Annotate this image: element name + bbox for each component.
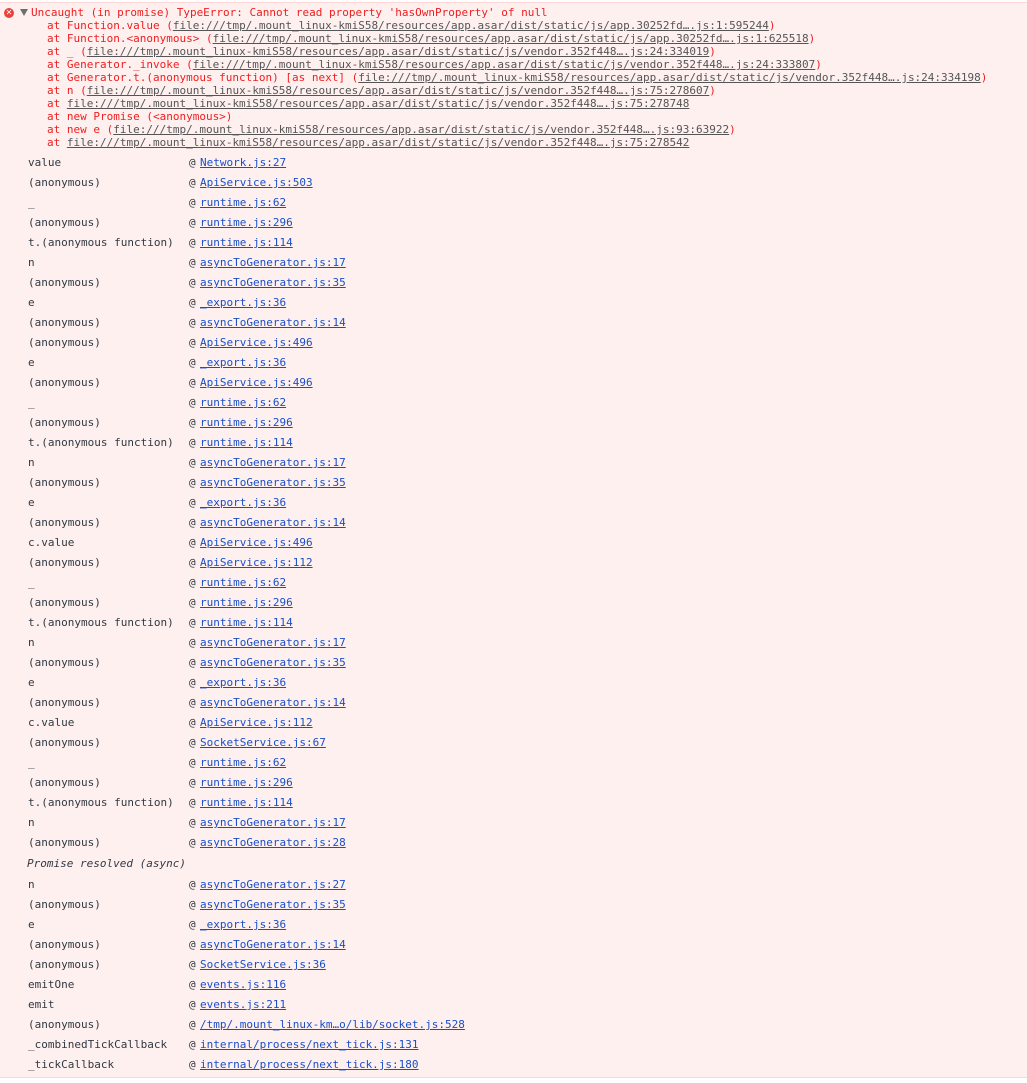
at-sign: @ [189, 276, 196, 289]
stack-row [28, 634, 1008, 654]
function-name: (anonymous) [28, 416, 101, 429]
at-sign: @ [189, 756, 196, 769]
stack-row [28, 996, 1008, 1016]
stack-row [28, 834, 1008, 854]
function-name: t.(anonymous function) [28, 436, 174, 449]
function-name: n [28, 636, 35, 649]
stack-row [28, 374, 1008, 394]
function-name: (anonymous) [28, 476, 101, 489]
error-frame-line [47, 19, 987, 32]
source-location-link[interactable]: asyncToGenerator.js:35 [200, 656, 346, 669]
function-name: (anonymous) [28, 316, 101, 329]
at-sign: @ [189, 1018, 196, 1031]
source-location-link[interactable]: runtime.js:62 [200, 196, 287, 209]
function-name: _combinedTickCallback [28, 1038, 168, 1051]
source-location-link[interactable]: runtime.js:296 [200, 776, 293, 789]
at-sign: @ [189, 878, 196, 891]
stack-row [28, 234, 1008, 254]
source-location-link[interactable]: asyncToGenerator.js:28 [200, 836, 346, 849]
stack-row [28, 1056, 1008, 1076]
function-name: _ [28, 196, 35, 209]
function-name: (anonymous) [28, 516, 101, 529]
source-location-link[interactable]: runtime.js:114 [200, 236, 293, 249]
stack-row [28, 876, 1008, 896]
frame-prefix: at Generator.t.(anonymous function) [as next] ( [47, 71, 359, 84]
stack-row [28, 594, 1008, 614]
source-location-link[interactable]: SocketService.js:36 [200, 958, 326, 971]
source-location-link[interactable]: /tmp/.mount_linux-km…o/lib/socket.js:528 [200, 1018, 465, 1031]
at-sign: @ [189, 978, 196, 991]
stack-row [28, 936, 1008, 956]
source-location-link[interactable]: asyncToGenerator.js:14 [200, 696, 346, 709]
function-name: (anonymous) [28, 898, 101, 911]
function-name: e [28, 496, 35, 509]
source-location-link[interactable]: runtime.js:296 [200, 416, 293, 429]
at-sign: @ [189, 216, 196, 229]
function-name: (anonymous) [28, 596, 101, 609]
error-frame-line [47, 97, 987, 110]
source-location-link[interactable]: ApiService.js:503 [200, 176, 313, 189]
at-sign: @ [189, 516, 196, 529]
error-stack-frames [47, 19, 987, 149]
function-name: (anonymous) [28, 216, 101, 229]
at-sign: @ [189, 716, 196, 729]
at-sign: @ [189, 296, 196, 309]
function-name: (anonymous) [28, 958, 101, 971]
function-name: e [28, 296, 35, 309]
stack-row [28, 554, 1008, 574]
error-frame-line [47, 136, 987, 149]
at-sign: @ [189, 456, 196, 469]
at-sign: @ [189, 196, 196, 209]
source-location-link[interactable]: ApiService.js:112 [200, 556, 313, 569]
source-location-link[interactable]: runtime.js:114 [200, 616, 293, 629]
function-name: (anonymous) [28, 176, 101, 189]
frame-suffix: ) [808, 32, 816, 45]
function-name: (anonymous) [28, 376, 101, 389]
stack-row [28, 654, 1008, 674]
source-location-link[interactable]: ApiService.js:112 [200, 716, 313, 729]
at-sign: @ [189, 836, 196, 849]
source-location-link[interactable]: events.js:116 [200, 978, 287, 991]
at-sign: @ [189, 316, 196, 329]
source-location-link[interactable]: asyncToGenerator.js:14 [200, 938, 346, 951]
source-location-link[interactable]: SocketService.js:67 [200, 736, 326, 749]
source-location-link[interactable]: runtime.js:62 [200, 396, 287, 409]
function-name: _tickCallback [28, 1058, 115, 1071]
error-frame-line [47, 123, 987, 136]
stack-row [28, 154, 1008, 174]
function-name: c.value [28, 716, 75, 729]
stack-row [28, 494, 1008, 514]
frame-source-link[interactable]: file:///tmp/.mount_linux-kmiS58/resources/app.asar/dist/static/js/vendor.352f448….js:24:334019 [86, 45, 710, 58]
source-location-link[interactable]: _export.js:36 [200, 918, 287, 931]
error-frame-line [47, 32, 987, 45]
at-sign: @ [189, 676, 196, 689]
stack-row [28, 574, 1008, 594]
stack-row [28, 534, 1008, 554]
at-sign: @ [189, 656, 196, 669]
function-name: n [28, 878, 35, 891]
at-sign: @ [189, 576, 196, 589]
stack-row [28, 434, 1008, 454]
stack-row [28, 714, 1008, 734]
at-sign: @ [189, 436, 196, 449]
frame-suffix: ) [815, 58, 822, 71]
stack-row [28, 194, 1008, 214]
at-sign: @ [189, 696, 196, 709]
frame-prefix: at [47, 136, 67, 149]
source-location-link[interactable]: _export.js:36 [200, 356, 287, 369]
function-name: (anonymous) [28, 776, 101, 789]
at-sign: @ [189, 356, 196, 369]
function-name: (anonymous) [28, 336, 101, 349]
at-sign: @ [189, 1058, 196, 1071]
stack-row [28, 294, 1008, 314]
source-location-link[interactable]: asyncToGenerator.js:17 [200, 456, 346, 469]
stack-row [28, 214, 1008, 234]
frame-prefix: at _ ( [47, 45, 87, 58]
source-location-link[interactable]: runtime.js:296 [200, 596, 293, 609]
at-sign: @ [189, 898, 196, 911]
function-name: (anonymous) [28, 1018, 101, 1031]
frame-suffix: ) [768, 19, 776, 32]
frame-prefix: at new Promise (<anonymous>) [47, 110, 233, 123]
async-separator: Promise resolved (async) [27, 857, 186, 870]
frame-suffix: ) [980, 71, 988, 84]
frame-prefix: at Function.value ( [47, 19, 173, 32]
source-location-link[interactable]: Network.js:27 [200, 156, 287, 169]
stack-row [28, 174, 1008, 194]
source-location-link[interactable]: runtime.js:296 [200, 216, 293, 229]
console-error-message [0, 2, 1027, 1078]
stack-row [28, 274, 1008, 294]
stack-row [28, 1016, 1008, 1036]
function-name: n [28, 256, 35, 269]
source-location-link[interactable]: _export.js:36 [200, 676, 287, 689]
at-sign: @ [189, 1038, 196, 1051]
at-sign: @ [189, 616, 196, 629]
frame-prefix: at n ( [47, 84, 87, 97]
function-name: c.value [28, 536, 75, 549]
function-name: t.(anonymous function) [28, 616, 174, 629]
at-sign: @ [189, 376, 196, 389]
frame-source-link[interactable]: file:///tmp/.mount_linux-kmiS58/resources/app.asar/dist/static/js/vendor.352f448….js:24:333807 [192, 58, 816, 71]
function-name: (anonymous) [28, 276, 101, 289]
source-location-link[interactable]: asyncToGenerator.js:17 [200, 256, 346, 269]
error-frame-line [47, 84, 987, 97]
function-name: t.(anonymous function) [28, 796, 174, 809]
function-name: _ [28, 396, 35, 409]
frame-source-link[interactable]: file:///tmp/.mount_linux-kmiS58/resources/app.asar/dist/static/js/vendor.352f448….js:75:278542 [66, 136, 690, 149]
at-sign: @ [189, 256, 196, 269]
expand-triangle-icon[interactable] [20, 9, 28, 16]
error-message-text[interactable]: Uncaught (in promise) TypeError: Cannot read property 'hasOwnProperty' of null [31, 6, 548, 19]
source-location-link[interactable]: asyncToGenerator.js:35 [200, 276, 346, 289]
source-location-link[interactable]: asyncToGenerator.js:17 [200, 636, 346, 649]
function-name: (anonymous) [28, 938, 101, 951]
frame-source-link[interactable]: file:///tmp/.mount_linux-kmiS58/resources/app.asar/dist/static/js/app.30252fd….js:1:595244 [172, 19, 769, 32]
function-name: e [28, 676, 35, 689]
source-location-link[interactable]: events.js:211 [200, 998, 287, 1011]
function-name: n [28, 456, 35, 469]
stack-row [28, 314, 1008, 334]
frame-suffix: ) [709, 45, 716, 58]
at-sign: @ [189, 736, 196, 749]
at-sign: @ [189, 496, 196, 509]
source-location-link[interactable]: asyncToGenerator.js:35 [200, 898, 346, 911]
stack-row [28, 896, 1008, 916]
at-sign: @ [189, 416, 196, 429]
at-sign: @ [189, 176, 196, 189]
source-location-link[interactable]: asyncToGenerator.js:14 [200, 316, 346, 329]
stack-row [28, 254, 1008, 274]
at-sign: @ [189, 958, 196, 971]
source-location-link[interactable]: _export.js:36 [200, 296, 287, 309]
source-location-link[interactable]: asyncToGenerator.js:27 [200, 878, 346, 891]
call-stack-table [28, 154, 1008, 1076]
function-name: t.(anonymous function) [28, 236, 174, 249]
error-frame-line [47, 45, 987, 58]
function-name: _ [28, 756, 35, 769]
source-location-link[interactable]: runtime.js:114 [200, 436, 293, 449]
stack-row [28, 454, 1008, 474]
at-sign: @ [189, 396, 196, 409]
function-name: n [28, 816, 35, 829]
stack-row [28, 614, 1008, 634]
frame-source-link[interactable]: file:///tmp/.mount_linux-kmiS58/resources/app.asar/dist/static/js/vendor.352f448….js:93:63922 [113, 123, 730, 136]
at-sign: @ [189, 918, 196, 931]
source-location-link[interactable]: asyncToGenerator.js:14 [200, 516, 346, 529]
error-frame-line [47, 58, 987, 71]
stack-row [28, 734, 1008, 754]
frame-prefix: at [47, 97, 67, 110]
source-location-link[interactable]: internal/process/next_tick.js:131 [200, 1038, 419, 1051]
at-sign: @ [189, 938, 196, 951]
source-location-link[interactable]: runtime.js:62 [200, 756, 287, 769]
frame-suffix: ) [709, 84, 716, 97]
stack-row [28, 1036, 1008, 1056]
source-location-link[interactable]: asyncToGenerator.js:35 [200, 476, 346, 489]
at-sign: @ [189, 156, 196, 169]
frame-suffix: ) [729, 123, 736, 136]
source-location-link[interactable]: _export.js:36 [200, 496, 287, 509]
function-name: e [28, 918, 35, 931]
at-sign: @ [189, 816, 196, 829]
error-frame-line [47, 71, 987, 84]
source-location-link[interactable]: runtime.js:114 [200, 796, 293, 809]
stack-row [28, 674, 1008, 694]
frame-prefix: at new e ( [47, 123, 114, 136]
stack-row [28, 354, 1008, 374]
error-frame-line [47, 110, 987, 123]
stack-row [28, 956, 1008, 976]
function-name: e [28, 356, 35, 369]
at-sign: @ [189, 236, 196, 249]
frame-source-link[interactable]: file:///tmp/.mount_linux-kmiS58/resources/app.asar/dist/static/js/vendor.352f448….js:75:278607 [86, 84, 710, 97]
function-name: (anonymous) [28, 836, 101, 849]
function-name: emitOne [28, 978, 75, 991]
source-location-link[interactable]: internal/process/next_tick.js:180 [200, 1058, 419, 1071]
stack-row [28, 334, 1008, 354]
function-name: (anonymous) [28, 696, 101, 709]
source-location-link[interactable]: ApiService.js:496 [200, 336, 313, 349]
function-name: (anonymous) [28, 736, 101, 749]
at-sign: @ [189, 998, 196, 1011]
stack-row [28, 474, 1008, 494]
stack-row [28, 754, 1008, 774]
function-name: _ [28, 576, 35, 589]
source-location-link[interactable]: asyncToGenerator.js:17 [200, 816, 346, 829]
stack-row [28, 794, 1008, 814]
stack-row [28, 514, 1008, 534]
at-sign: @ [189, 336, 196, 349]
function-name: (anonymous) [28, 556, 101, 569]
stack-row [28, 814, 1008, 834]
frame-source-link[interactable]: file:///tmp/.mount_linux-kmiS58/resources/app.asar/dist/static/js/vendor.352f448….js:24:334198 [358, 71, 981, 84]
stack-row [28, 694, 1008, 714]
at-sign: @ [189, 476, 196, 489]
stack-row [28, 394, 1008, 414]
frame-prefix: at Function.<anonymous> ( [47, 32, 213, 45]
source-location-link[interactable]: runtime.js:62 [200, 576, 287, 589]
function-name: (anonymous) [28, 656, 101, 669]
function-name: emit [28, 998, 55, 1011]
at-sign: @ [189, 596, 196, 609]
stack-row [28, 414, 1008, 434]
stack-row [28, 976, 1008, 996]
at-sign: @ [189, 776, 196, 789]
frame-source-link[interactable]: file:///tmp/.mount_linux-kmiS58/resources/app.asar/dist/static/js/vendor.352f448….js:75:278748 [66, 97, 690, 110]
frame-source-link[interactable]: file:///tmp/.mount_linux-kmiS58/resources/app.asar/dist/static/js/app.30252fd….js:1:625518 [212, 32, 809, 45]
source-location-link[interactable]: ApiService.js:496 [200, 536, 313, 549]
function-name: value [28, 156, 62, 169]
stack-row [28, 774, 1008, 794]
stack-row [28, 916, 1008, 936]
error-icon: ✕ [5, 8, 13, 17]
at-sign: @ [189, 796, 196, 809]
at-sign: @ [189, 556, 196, 569]
frame-prefix: at Generator._invoke ( [47, 58, 193, 71]
at-sign: @ [189, 536, 196, 549]
at-sign: @ [189, 636, 196, 649]
source-location-link[interactable]: ApiService.js:496 [200, 376, 313, 389]
